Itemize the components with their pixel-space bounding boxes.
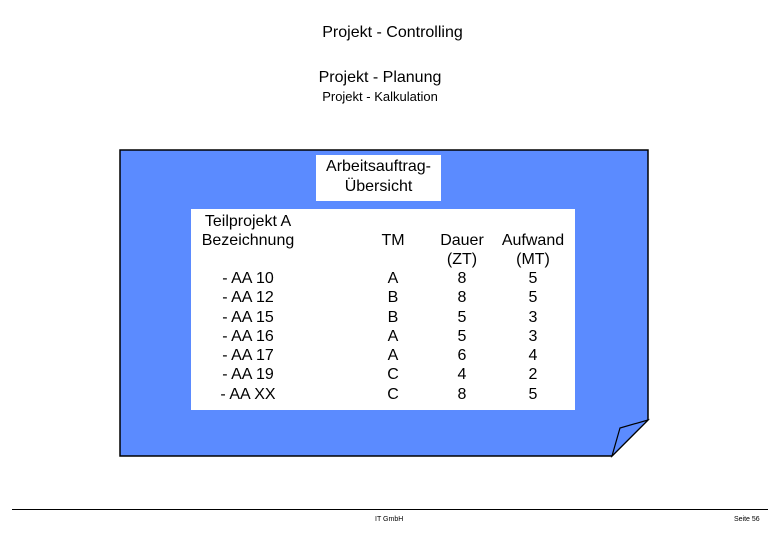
sheet-title-line2: Übersicht bbox=[344, 178, 413, 195]
cell-dauer: 8 bbox=[457, 270, 467, 287]
page-title: Projekt - Controlling bbox=[322, 24, 463, 41]
cell-dauer: 8 bbox=[457, 289, 467, 307]
column-tm-values bbox=[369, 269, 417, 404]
cell-aufwand: 2 bbox=[528, 366, 538, 384]
footer-page-number: Seite 56 bbox=[734, 516, 760, 523]
column-dauer-values bbox=[431, 269, 493, 404]
cell-dauer: 8 bbox=[457, 385, 467, 403]
cell-tm: A bbox=[387, 327, 399, 345]
cell-tm: B bbox=[387, 289, 399, 307]
cell-name: - AA XX bbox=[220, 385, 276, 403]
header-name-line1: Teilprojekt A bbox=[204, 213, 292, 230]
cell-tm: B bbox=[387, 308, 399, 326]
header-name-line2: Bezeichnung bbox=[201, 232, 295, 250]
cell-tm: A bbox=[387, 270, 399, 287]
cell-name: - AA 19 bbox=[222, 366, 274, 384]
footer-company: IT GmbH bbox=[375, 516, 404, 523]
sheet-title bbox=[316, 155, 441, 201]
page-subsubtitle: Projekt - Kalkulation bbox=[322, 89, 438, 104]
cell-aufwand: 5 bbox=[528, 289, 538, 307]
column-aufwand-values bbox=[493, 269, 573, 404]
cell-name: - AA 17 bbox=[222, 347, 274, 365]
cell-aufwand: 5 bbox=[528, 385, 538, 403]
page-subtitle: Projekt - Planung bbox=[318, 69, 442, 86]
cell-aufwand: 3 bbox=[528, 308, 538, 326]
cell-name: - AA 12 bbox=[222, 289, 274, 307]
column-name-values bbox=[207, 269, 289, 404]
header-dauer: Dauer (ZT) bbox=[440, 232, 484, 269]
cell-dauer: 6 bbox=[457, 347, 467, 365]
header-aufwand: Aufwand (MT) bbox=[501, 232, 565, 269]
cell-aufwand: 3 bbox=[528, 327, 538, 345]
cell-dauer: 5 bbox=[457, 308, 467, 326]
cell-aufwand: 5 bbox=[528, 270, 538, 287]
cell-name: - AA 15 bbox=[222, 308, 274, 326]
cell-name: - AA 10 bbox=[222, 270, 274, 287]
column-name bbox=[197, 212, 299, 251]
cell-tm: C bbox=[387, 385, 399, 403]
header-tm: TM bbox=[381, 232, 405, 249]
cell-tm: A bbox=[387, 347, 399, 365]
cell-dauer: 4 bbox=[457, 366, 467, 384]
cell-tm: C bbox=[387, 366, 399, 384]
sheet-title-line1: Arbeitsauftrag- bbox=[326, 158, 431, 175]
work-order-table bbox=[191, 209, 575, 410]
cell-dauer: 5 bbox=[457, 327, 467, 345]
cell-name: - AA 16 bbox=[222, 327, 274, 345]
footer-divider bbox=[12, 509, 768, 510]
cell-aufwand: 4 bbox=[528, 347, 538, 365]
